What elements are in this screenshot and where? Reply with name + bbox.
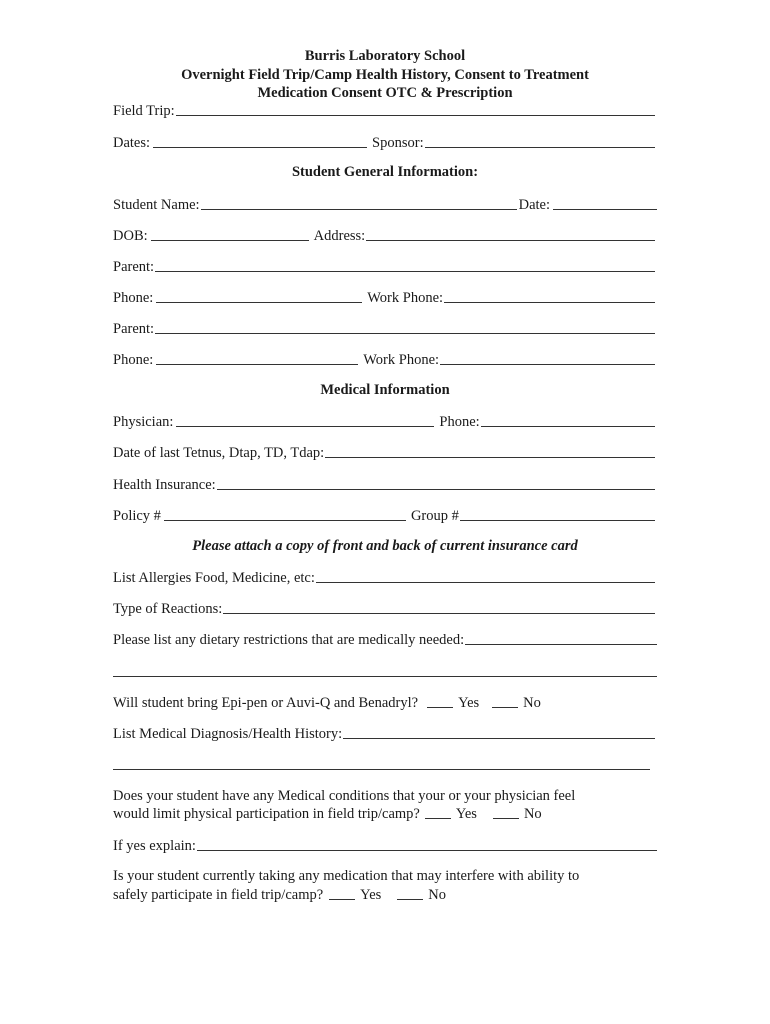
physician-label: Physician: (113, 414, 174, 430)
conditions-row (113, 802, 657, 822)
tetanus-field[interactable] (325, 443, 655, 458)
tetanus-label: Date of last Tetnus, Dtap, TD, Tdap: (113, 445, 325, 461)
dob-label: DOB: (113, 228, 148, 244)
phone1-field[interactable] (156, 288, 362, 303)
dates-label: Dates: (113, 135, 151, 151)
medication-question-line2: safely participate in field trip/camp? (113, 887, 324, 903)
field-trip-row (113, 99, 657, 119)
dates-field[interactable] (153, 133, 367, 148)
form-title: Overnight Field Trip/Camp Health History, Consent to Treatment (181, 67, 589, 83)
field-trip-label: Field Trip: (113, 103, 175, 119)
epipen-no-blank[interactable] (492, 693, 518, 708)
diagnosis-row (113, 722, 657, 742)
address-label: Address: (313, 228, 366, 244)
medication-row (113, 883, 657, 903)
medication-no-blank[interactable] (397, 885, 423, 900)
work-phone2-field[interactable] (440, 350, 655, 365)
phone1-label: Phone: (113, 290, 154, 306)
phone2-label: Phone: (113, 352, 154, 368)
policy-label: Policy # (113, 508, 161, 524)
physician-phone-field[interactable] (481, 412, 655, 427)
policy-row (113, 504, 657, 524)
conditions-no-blank[interactable] (493, 804, 519, 819)
date-field[interactable] (553, 195, 657, 210)
allergies-field[interactable] (316, 568, 655, 583)
policy-field[interactable] (164, 506, 406, 521)
explain-field[interactable] (197, 836, 657, 851)
student-name-field[interactable] (201, 195, 517, 210)
diagnosis-field[interactable] (343, 724, 655, 739)
parent2-label: Parent: (113, 321, 155, 337)
form-subtitle: Medication Consent OTC & Prescription (257, 85, 513, 101)
medication-yes-blank[interactable] (329, 885, 355, 900)
reactions-field[interactable] (223, 599, 655, 614)
allergies-label: List Allergies Food, Medicine, etc: (113, 570, 315, 586)
sponsor-label: Sponsor: (372, 135, 424, 151)
insurance-label: Health Insurance: (113, 477, 216, 493)
student-info-heading: Student General Information: (291, 164, 479, 180)
physician-field[interactable] (176, 412, 434, 427)
reactions-row (113, 597, 657, 617)
dietary-label: Please list any dietary restrictions that are medically needed: (113, 632, 465, 648)
explain-label: If yes explain: (113, 838, 196, 854)
insurance-card-note: Please attach a copy of front and back of current insurance card (192, 538, 578, 554)
tetanus-row (113, 441, 657, 461)
conditions-question-line2: would limit physical participation in field trip/camp? (113, 806, 420, 822)
medication-no-label: No (428, 887, 447, 903)
field-trip-field[interactable] (176, 101, 655, 116)
dob-row (113, 224, 657, 244)
student-name-row (113, 193, 657, 213)
work-phone2-label: Work Phone: (363, 352, 440, 368)
phone2-row (113, 348, 657, 368)
explain-row (113, 834, 657, 854)
group-field[interactable] (460, 506, 655, 521)
reactions-label: Type of Reactions: (113, 601, 223, 617)
insurance-field[interactable] (217, 475, 655, 490)
conditions-no-label: No (523, 806, 542, 822)
parent1-field[interactable] (155, 257, 655, 272)
conditions-yes-label: Yes (455, 806, 477, 822)
phone2-field[interactable] (156, 350, 358, 365)
group-label: Group # (410, 508, 459, 524)
epipen-yes-blank[interactable] (427, 693, 453, 708)
dietary-field[interactable] (465, 630, 657, 645)
epipen-row (113, 691, 657, 711)
student-name-label: Student Name: (113, 197, 200, 213)
parent2-field[interactable] (155, 319, 655, 334)
conditions-yes-blank[interactable] (425, 804, 451, 819)
parent1-label: Parent: (113, 259, 155, 275)
work-phone1-label: Work Phone: (367, 290, 444, 306)
dob-field[interactable] (151, 226, 309, 241)
work-phone1-field[interactable] (444, 288, 655, 303)
date-label: Date: (518, 197, 550, 213)
insurance-row (113, 473, 657, 493)
sponsor-field[interactable] (425, 133, 655, 148)
physician-row (113, 410, 657, 430)
dietary-row (113, 628, 657, 648)
epipen-no-label: No (523, 695, 541, 711)
physician-phone-label: Phone: (439, 414, 480, 430)
phone1-row (113, 286, 657, 306)
school-name: Burris Laboratory School (304, 48, 466, 64)
conditions-question-line1: Does your student have any Medical conditions that your or your physician feel (113, 788, 576, 804)
medication-question-line1: Is your student currently taking any medication that may interfere with ability to (113, 868, 580, 884)
dates-row (113, 131, 657, 151)
allergies-row (113, 566, 657, 586)
medical-info-heading: Medical Information (320, 382, 450, 398)
epipen-yes-label: Yes (458, 695, 480, 711)
parent2-row (113, 317, 657, 337)
diagnosis-extra-line[interactable] (113, 769, 650, 770)
diagnosis-label: List Medical Diagnosis/Health History: (113, 726, 343, 742)
address-field[interactable] (366, 226, 655, 241)
epipen-question: Will student bring Epi-pen or Auvi-Q and Benadryl? (113, 695, 419, 711)
parent1-row (113, 255, 657, 275)
dietary-extra-line[interactable] (113, 676, 657, 677)
medication-yes-label: Yes (360, 887, 382, 903)
